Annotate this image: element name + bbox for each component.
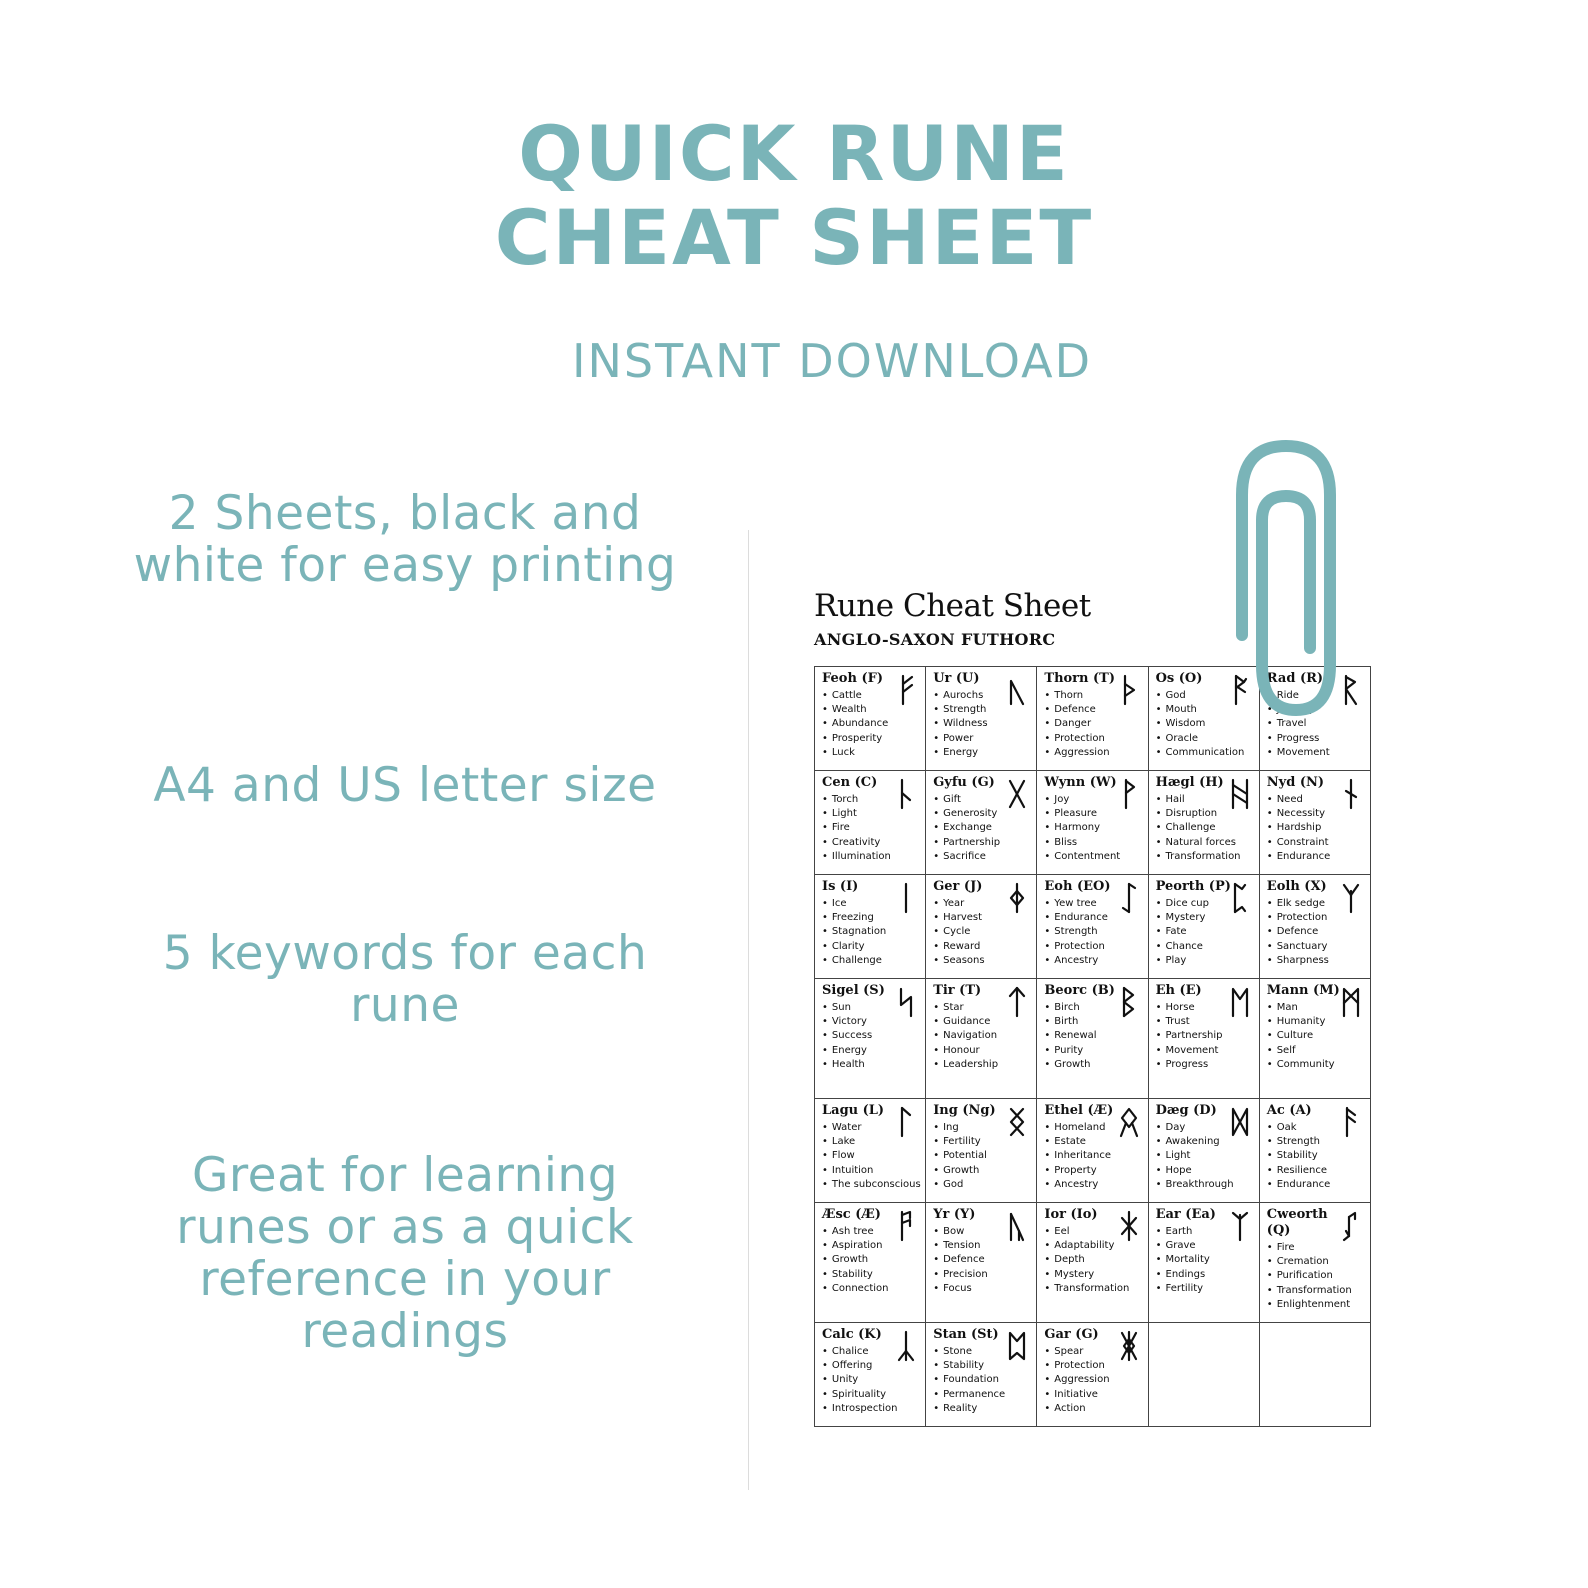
keyword-item: • Light bbox=[1156, 1149, 1255, 1163]
rune-cell bbox=[1260, 771, 1371, 875]
keyword-item: • Star bbox=[933, 1001, 1032, 1015]
rune-name: Rad (R) bbox=[1266, 671, 1324, 686]
rune-name: Ac (A) bbox=[1266, 1103, 1312, 1118]
rune-cell bbox=[1149, 771, 1260, 875]
rune-cell bbox=[815, 1323, 926, 1427]
keyword-item: • Permanence bbox=[933, 1388, 1032, 1402]
keyword-item: • Movement bbox=[1267, 746, 1366, 760]
keyword-item: • Sun bbox=[822, 1001, 921, 1015]
rune-lagu-icon bbox=[895, 1105, 917, 1139]
keyword-item: • Partnership bbox=[1156, 1029, 1255, 1043]
keyword-item: • Chance bbox=[1156, 940, 1255, 954]
keyword-item: • Endurance bbox=[1044, 911, 1143, 925]
keyword-item: • Growth bbox=[1044, 1058, 1143, 1072]
keyword-item: • Endings bbox=[1156, 1268, 1255, 1282]
rune-name: Eolh (X) bbox=[1266, 879, 1327, 894]
rune-ac-icon bbox=[1340, 1105, 1362, 1139]
rune-aesc-icon bbox=[895, 1209, 917, 1243]
sheet-title: Rune Cheat Sheet bbox=[814, 588, 1091, 624]
rune-name: Eoh (EO) bbox=[1044, 879, 1111, 894]
rune-cell bbox=[1037, 1323, 1148, 1427]
keyword-item: • Aurochs bbox=[933, 689, 1032, 703]
rune-is-icon bbox=[895, 881, 917, 915]
keyword-item: • Ancestry bbox=[1044, 954, 1143, 968]
keyword-item: • Water bbox=[822, 1121, 921, 1135]
keyword-item: • Hope bbox=[1156, 1164, 1255, 1178]
rune-name: Cen (C) bbox=[822, 775, 878, 790]
keyword-item: • Thorn bbox=[1044, 689, 1143, 703]
keyword-item: • Stagnation bbox=[822, 925, 921, 939]
keyword-item: • Defence bbox=[933, 1253, 1032, 1267]
keyword-item: • Danger bbox=[1044, 717, 1143, 731]
rune-cell bbox=[815, 1099, 926, 1203]
rune-name: Dæg (D) bbox=[1155, 1103, 1217, 1118]
keyword-item: • Purification bbox=[1267, 1269, 1366, 1283]
empty-cell bbox=[1149, 1323, 1260, 1427]
keyword-item: • Freezing bbox=[822, 911, 921, 925]
rune-name: Sigel (S) bbox=[822, 983, 885, 998]
keyword-item: • Sharpness bbox=[1267, 954, 1366, 968]
rune-gyfu-icon bbox=[1006, 777, 1028, 811]
keyword-item: • Day bbox=[1156, 1121, 1255, 1135]
rune-name: Ethel (Æ) bbox=[1044, 1103, 1114, 1118]
keyword-item: • Intuition bbox=[822, 1164, 921, 1178]
keyword-item: • Disruption bbox=[1156, 807, 1255, 821]
rune-thorn-icon bbox=[1118, 673, 1140, 707]
keyword-item: • Precision bbox=[933, 1268, 1032, 1282]
rune-cell bbox=[1037, 1203, 1148, 1323]
keyword-item: • Earth bbox=[1156, 1225, 1255, 1239]
keyword-item: • Birch bbox=[1044, 1001, 1143, 1015]
rune-name: Mann (M) bbox=[1266, 983, 1340, 998]
keyword-item: • Unity bbox=[822, 1373, 921, 1387]
keyword-item: • Necessity bbox=[1267, 807, 1366, 821]
keyword-item: • Offering bbox=[822, 1359, 921, 1373]
rune-eh-icon bbox=[1229, 985, 1251, 1019]
keyword-item: • Lake bbox=[822, 1135, 921, 1149]
rune-name: Tir (T) bbox=[933, 983, 982, 998]
keyword-item: • Stability bbox=[822, 1268, 921, 1282]
rune-name: Ior (Io) bbox=[1044, 1207, 1098, 1222]
keyword-item: • Oracle bbox=[1156, 732, 1255, 746]
keyword-item: • Wealth bbox=[822, 703, 921, 717]
rune-cweorth-icon bbox=[1340, 1209, 1362, 1243]
keyword-item: • Fertility bbox=[933, 1135, 1032, 1149]
rune-cell bbox=[926, 771, 1037, 875]
keyword-item: • God bbox=[1156, 689, 1255, 703]
keyword-item: • Tension bbox=[933, 1239, 1032, 1253]
rune-cell bbox=[926, 1099, 1037, 1203]
rune-ior-icon bbox=[1118, 1209, 1140, 1243]
keyword-item: • Mystery bbox=[1044, 1268, 1143, 1282]
rune-feoh-icon bbox=[895, 673, 917, 707]
keyword-item: • Resilience bbox=[1267, 1164, 1366, 1178]
keyword-item: • Navigation bbox=[933, 1029, 1032, 1043]
keyword-item: • Horse bbox=[1156, 1001, 1255, 1015]
keyword-item: • Protection bbox=[1044, 732, 1143, 746]
keyword-item: • Exchange bbox=[933, 821, 1032, 835]
keyword-item: • Purity bbox=[1044, 1044, 1143, 1058]
rune-name: Gar (G) bbox=[1044, 1327, 1099, 1342]
rune-cell bbox=[1037, 771, 1148, 875]
keyword-item: • Trust bbox=[1156, 1015, 1255, 1029]
keyword-item: • Bow bbox=[933, 1225, 1032, 1239]
keyword-item: • Stability bbox=[933, 1359, 1032, 1373]
keyword-item: • Protection bbox=[1044, 940, 1143, 954]
keyword-item: • Challenge bbox=[1156, 821, 1255, 835]
keyword-item: • Seasons bbox=[933, 954, 1032, 968]
keyword-item: • Cycle bbox=[933, 925, 1032, 939]
keyword-item: • Energy bbox=[933, 746, 1032, 760]
feature-sheets: 2 Sheets, black and white for easy printing bbox=[133, 486, 677, 593]
rune-name: Cweorth (Q) bbox=[1266, 1207, 1328, 1238]
rune-cell bbox=[1037, 875, 1148, 979]
keyword-item: • Spear bbox=[1044, 1345, 1143, 1359]
feature-keywords: 5 keywords for each rune bbox=[162, 926, 648, 1033]
keyword-item: • Journey bbox=[1267, 703, 1366, 717]
keyword-item: • Honour bbox=[933, 1044, 1032, 1058]
rune-name: Yr (Y) bbox=[933, 1207, 976, 1222]
keyword-item: • Year bbox=[933, 897, 1032, 911]
rune-cell bbox=[1149, 1203, 1260, 1323]
rune-cell bbox=[815, 875, 926, 979]
rune-cell bbox=[1149, 875, 1260, 979]
title-line-2: CHEAT SHEET bbox=[494, 193, 1094, 282]
keyword-item: • Depth bbox=[1044, 1253, 1143, 1267]
keyword-item: • Hail bbox=[1156, 793, 1255, 807]
keyword-item: • Torch bbox=[822, 793, 921, 807]
keyword-list bbox=[1267, 1241, 1366, 1312]
keyword-item: • Health bbox=[822, 1058, 921, 1072]
keyword-item: • Yew tree bbox=[1044, 897, 1143, 911]
rune-cell bbox=[1260, 875, 1371, 979]
rune-name: Beorc (B) bbox=[1044, 983, 1115, 998]
main-title bbox=[0, 109, 1588, 282]
rune-cell bbox=[1149, 979, 1260, 1099]
keyword-item: • Play bbox=[1156, 954, 1255, 968]
rune-cen-icon bbox=[895, 777, 917, 811]
keyword-item: • Guidance bbox=[933, 1015, 1032, 1029]
rune-ethel-icon bbox=[1118, 1105, 1140, 1139]
vertical-divider bbox=[748, 530, 749, 1490]
rune-cell bbox=[815, 771, 926, 875]
keyword-item: • Strength bbox=[1044, 925, 1143, 939]
keyword-item: • Grave bbox=[1156, 1239, 1255, 1253]
keyword-item: • The subconscious bbox=[822, 1178, 921, 1192]
rune-cell bbox=[926, 875, 1037, 979]
keyword-item: • Fire bbox=[822, 821, 921, 835]
rune-cell bbox=[815, 1203, 926, 1323]
keyword-item: • Natural forces bbox=[1156, 836, 1255, 850]
keyword-item: • Culture bbox=[1267, 1029, 1366, 1043]
keyword-item: • Spirituality bbox=[822, 1388, 921, 1402]
keyword-item: • Stone bbox=[933, 1345, 1032, 1359]
keyword-item: • Generosity bbox=[933, 807, 1032, 821]
rune-cell bbox=[1260, 979, 1371, 1099]
keyword-item: • Strength bbox=[1267, 1135, 1366, 1149]
keyword-item: • Eel bbox=[1044, 1225, 1143, 1239]
rune-nyd-icon bbox=[1340, 777, 1362, 811]
keyword-item: • Ice bbox=[822, 897, 921, 911]
rune-ing-icon bbox=[1006, 1105, 1028, 1139]
keyword-item: • Transformation bbox=[1267, 1284, 1366, 1298]
keyword-item: • Wisdom bbox=[1156, 717, 1255, 731]
rune-name: Ger (J) bbox=[933, 879, 983, 894]
keyword-item: • Joy bbox=[1044, 793, 1143, 807]
paperclip-icon bbox=[1236, 440, 1356, 720]
keyword-item: • Constraint bbox=[1267, 836, 1366, 850]
keyword-item: • Potential bbox=[933, 1149, 1032, 1163]
keyword-item: • Strength bbox=[933, 703, 1032, 717]
rune-mann-icon bbox=[1340, 985, 1362, 1019]
rune-ger-icon bbox=[1006, 881, 1028, 915]
rune-name: Thorn (T) bbox=[1044, 671, 1115, 686]
keyword-item: • Self bbox=[1267, 1044, 1366, 1058]
keyword-item: • Introspection bbox=[822, 1402, 921, 1416]
rune-haegl-icon bbox=[1229, 777, 1251, 811]
keyword-item: • Dice cup bbox=[1156, 897, 1255, 911]
keyword-item: • Aggression bbox=[1044, 746, 1143, 760]
keyword-item: • Reality bbox=[933, 1402, 1032, 1416]
rune-cell bbox=[926, 1203, 1037, 1323]
keyword-item: • Clarity bbox=[822, 940, 921, 954]
rune-name: Ear (Ea) bbox=[1155, 1207, 1216, 1222]
keyword-item: • Foundation bbox=[933, 1373, 1032, 1387]
keyword-item: • Illumination bbox=[822, 850, 921, 864]
keyword-item: • Pleasure bbox=[1044, 807, 1143, 821]
keyword-item: • Flow bbox=[822, 1149, 921, 1163]
keyword-item: • Movement bbox=[1156, 1044, 1255, 1058]
keyword-item: • Man bbox=[1267, 1001, 1366, 1015]
keyword-item: • Birth bbox=[1044, 1015, 1143, 1029]
keyword-item: • Endurance bbox=[1267, 850, 1366, 864]
rune-name: Gyfu (G) bbox=[933, 775, 995, 790]
keyword-item: • Fire bbox=[1267, 1241, 1366, 1255]
keyword-item: • Protection bbox=[1044, 1359, 1143, 1373]
rune-cell bbox=[1037, 1099, 1148, 1203]
keyword-item: • Chalice bbox=[822, 1345, 921, 1359]
keyword-item: • Cattle bbox=[822, 689, 921, 703]
rune-name: Ing (Ng) bbox=[933, 1103, 996, 1118]
rune-grid bbox=[814, 666, 1371, 1427]
keyword-item: • Partnership bbox=[933, 836, 1032, 850]
keyword-item: • Wildness bbox=[933, 717, 1032, 731]
keyword-item: • Mortality bbox=[1156, 1253, 1255, 1267]
rune-gar-icon bbox=[1118, 1329, 1140, 1363]
rune-stan-icon bbox=[1006, 1329, 1028, 1363]
keyword-item: • Bliss bbox=[1044, 836, 1143, 850]
rune-name: Is (I) bbox=[822, 879, 859, 894]
rune-name: Peorth (P) bbox=[1155, 879, 1231, 894]
keyword-item: • Light bbox=[822, 807, 921, 821]
keyword-item: • Ash tree bbox=[822, 1225, 921, 1239]
keyword-item: • Sacrifice bbox=[933, 850, 1032, 864]
keyword-item: • Victory bbox=[822, 1015, 921, 1029]
sheet-subtitle: ANGLO-SAXON FUTHORC bbox=[814, 630, 1056, 649]
rune-ur-icon bbox=[1006, 673, 1028, 707]
rune-name: Lagu (L) bbox=[822, 1103, 885, 1118]
keyword-item: • God bbox=[933, 1178, 1032, 1192]
keyword-item: • Breakthrough bbox=[1156, 1178, 1255, 1192]
keyword-item: • Growth bbox=[933, 1164, 1032, 1178]
keyword-item: • Cremation bbox=[1267, 1255, 1366, 1269]
keyword-item: • Aggression bbox=[1044, 1373, 1143, 1387]
rune-name: Hægl (H) bbox=[1155, 775, 1224, 790]
keyword-item: • Aspiration bbox=[822, 1239, 921, 1253]
keyword-item: • Estate bbox=[1044, 1135, 1143, 1149]
keyword-item: • Fate bbox=[1156, 925, 1255, 939]
rune-yr-icon bbox=[1006, 1209, 1028, 1243]
keyword-item: • Humanity bbox=[1267, 1015, 1366, 1029]
keyword-item: • Mouth bbox=[1156, 703, 1255, 717]
keyword-item: • Stability bbox=[1267, 1149, 1366, 1163]
rune-cell bbox=[926, 979, 1037, 1099]
instant-download-label: INSTANT DOWNLOAD bbox=[571, 334, 1093, 388]
keyword-item: • Adaptability bbox=[1044, 1239, 1143, 1253]
keyword-item: • Success bbox=[822, 1029, 921, 1043]
rune-cell bbox=[815, 979, 926, 1099]
feature-learning: Great for learning runes or as a quick reference in your readings bbox=[176, 1148, 634, 1359]
keyword-item: • Energy bbox=[822, 1044, 921, 1058]
rune-name: Wynn (W) bbox=[1044, 775, 1117, 790]
keyword-item: • Power bbox=[933, 732, 1032, 746]
rune-wynn-icon bbox=[1118, 777, 1140, 811]
keyword-item: • Renewal bbox=[1044, 1029, 1143, 1043]
keyword-item: • Luck bbox=[822, 746, 921, 760]
rune-daeg-icon bbox=[1229, 1105, 1251, 1139]
rune-sigel-icon bbox=[895, 985, 917, 1019]
keyword-item: • Oak bbox=[1267, 1121, 1366, 1135]
keyword-item: • Ing bbox=[933, 1121, 1032, 1135]
keyword-item: • Need bbox=[1267, 793, 1366, 807]
rune-name: Ur (U) bbox=[933, 671, 980, 686]
keyword-item: • Travel bbox=[1267, 717, 1366, 731]
rune-name: Stan (St) bbox=[933, 1327, 999, 1342]
empty-cell bbox=[1260, 1323, 1371, 1427]
rune-cell bbox=[1037, 979, 1148, 1099]
keyword-item: • Transformation bbox=[1156, 850, 1255, 864]
keyword-item: • Ancestry bbox=[1044, 1178, 1143, 1192]
rune-cell bbox=[1260, 1203, 1371, 1323]
rune-cell bbox=[1149, 1099, 1260, 1203]
keyword-item: • Challenge bbox=[822, 954, 921, 968]
rune-calc-icon bbox=[895, 1329, 917, 1363]
rune-name: Eh (E) bbox=[1155, 983, 1202, 998]
keyword-item: • Focus bbox=[933, 1282, 1032, 1296]
keyword-item: • Defence bbox=[1044, 703, 1143, 717]
keyword-item: • Action bbox=[1044, 1402, 1143, 1416]
rune-name: Feoh (F) bbox=[822, 671, 883, 686]
rune-name: Calc (K) bbox=[822, 1327, 882, 1342]
keyword-item: • Fertility bbox=[1156, 1282, 1255, 1296]
rune-ear-icon bbox=[1229, 1209, 1251, 1243]
rune-eoh-icon bbox=[1118, 881, 1140, 915]
keyword-item: • Sanctuary bbox=[1267, 940, 1366, 954]
rune-tir-icon bbox=[1006, 985, 1028, 1019]
keyword-item: • Homeland bbox=[1044, 1121, 1143, 1135]
rune-cell bbox=[926, 1323, 1037, 1427]
rune-eolh-icon bbox=[1340, 881, 1362, 915]
keyword-item: • Growth bbox=[822, 1253, 921, 1267]
keyword-item: • Progress bbox=[1156, 1058, 1255, 1072]
rune-cell bbox=[1260, 1099, 1371, 1203]
keyword-item: • Transformation bbox=[1044, 1282, 1143, 1296]
keyword-item: • Inheritance bbox=[1044, 1149, 1143, 1163]
keyword-item: • Defence bbox=[1267, 925, 1366, 939]
keyword-item: • Progress bbox=[1267, 732, 1366, 746]
keyword-item: • Hardship bbox=[1267, 821, 1366, 835]
keyword-item: • Harmony bbox=[1044, 821, 1143, 835]
rune-peorth-icon bbox=[1229, 881, 1251, 915]
keyword-item: • Property bbox=[1044, 1164, 1143, 1178]
rune-name: Os (O) bbox=[1155, 671, 1203, 686]
feature-size: A4 and US letter size bbox=[153, 758, 657, 813]
keyword-item: • Prosperity bbox=[822, 732, 921, 746]
keyword-item: • Reward bbox=[933, 940, 1032, 954]
keyword-item: • Connection bbox=[822, 1282, 921, 1296]
keyword-item: • Abundance bbox=[822, 717, 921, 731]
rune-cell bbox=[815, 667, 926, 771]
keyword-item: • Harvest bbox=[933, 911, 1032, 925]
keyword-item: • Communication bbox=[1156, 746, 1255, 760]
rune-beorc-icon bbox=[1118, 985, 1140, 1019]
keyword-item: • Leadership bbox=[933, 1058, 1032, 1072]
keyword-item: • Community bbox=[1267, 1058, 1366, 1072]
keyword-item: • Contentment bbox=[1044, 850, 1143, 864]
keyword-item: • Mystery bbox=[1156, 911, 1255, 925]
title-line-1: QUICK RUNE bbox=[518, 109, 1070, 198]
keyword-item: • Ride bbox=[1267, 689, 1366, 703]
rune-cell bbox=[1037, 667, 1148, 771]
keyword-item: • Elk sedge bbox=[1267, 897, 1366, 911]
keyword-item: • Protection bbox=[1267, 911, 1366, 925]
rune-name: Æsc (Æ) bbox=[822, 1207, 881, 1222]
keyword-item: • Enlightenment bbox=[1267, 1298, 1366, 1312]
keyword-item: • Creativity bbox=[822, 836, 921, 850]
keyword-item: • Endurance bbox=[1267, 1178, 1366, 1192]
keyword-item: • Initiative bbox=[1044, 1388, 1143, 1402]
rune-cell bbox=[926, 667, 1037, 771]
rune-name: Nyd (N) bbox=[1266, 775, 1325, 790]
keyword-item: • Awakening bbox=[1156, 1135, 1255, 1149]
keyword-item: • Gift bbox=[933, 793, 1032, 807]
